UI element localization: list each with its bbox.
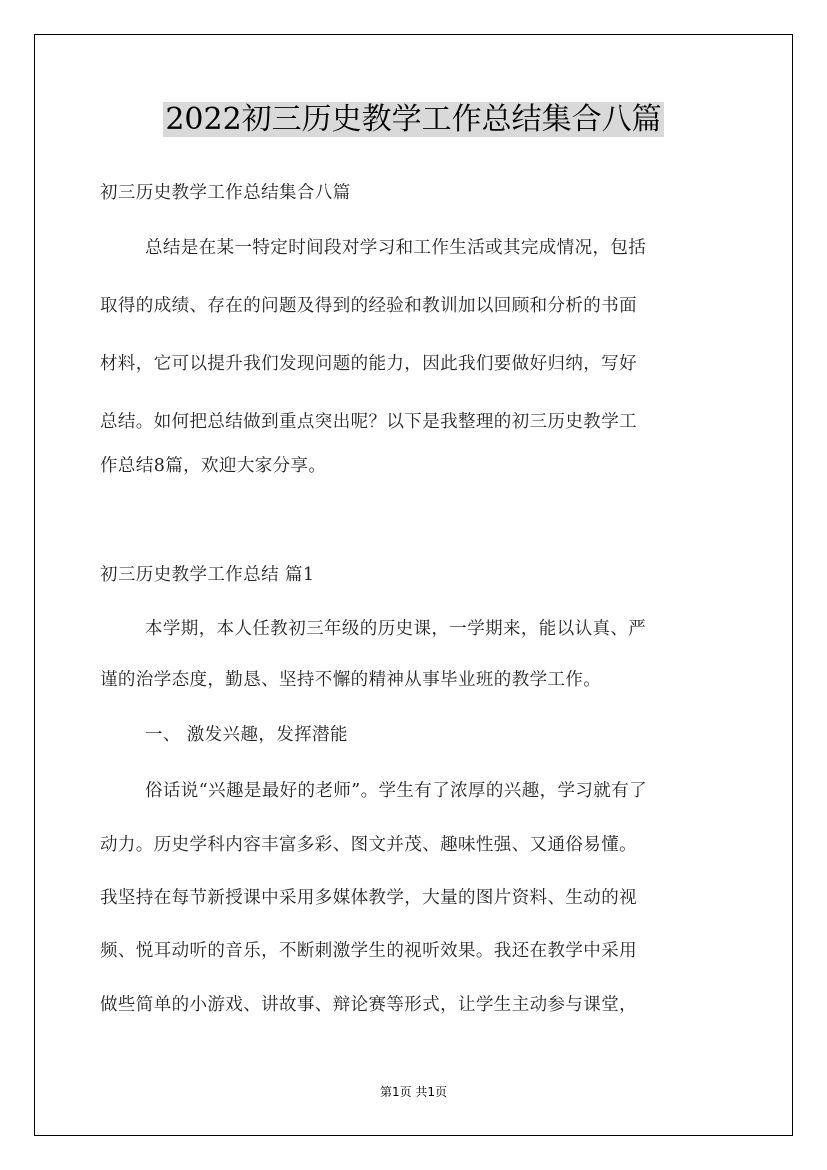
intro-line: 总结是在某一特定时间段对学习和工作生活或其完成情况，包括 <box>145 238 647 258</box>
paragraph-line: 俗话说“兴趣是最好的老师”。学生有了浓厚的兴趣，学习就有了 <box>145 781 647 801</box>
document-subtitle: 初三历史教学工作总结集合八篇 <box>100 183 351 203</box>
intro-line: 总结。如何把总结做到重点突出呢？以下是我整理的初三历史教学工 <box>100 412 637 432</box>
point-heading: 一、 激发兴趣，发挥潜能 <box>145 725 348 745</box>
intro-line: 材料，它可以提升我们发现问题的能力，因此我们要做好归纳，写好 <box>100 354 637 374</box>
intro-line: 作总结8篇，欢迎大家分享。 <box>100 456 327 476</box>
paragraph-line: 我坚持在每节新授课中采用多媒体教学，大量的图片资料、生动的视 <box>100 888 637 908</box>
paragraph-line: 做些简单的小游戏、讲故事、辩论赛等形式，让学生主动参与课堂， <box>100 995 637 1015</box>
document-title: 2022初三历史教学工作总结集合八篇 <box>165 102 662 137</box>
paragraph-line: 频、悦耳动听的音乐，不断刺激学生的视听效果。我还在教学中采用 <box>100 941 637 961</box>
paragraph-line: 谨的治学态度，勤恳、坚持不懈的精神从事毕业班的教学工作。 <box>100 670 602 690</box>
section-heading: 初三历史教学工作总结 篇1 <box>100 565 315 585</box>
paragraph-line: 本学期，本人任教初三年级的历史课，一学期来，能以认真、严 <box>145 619 647 639</box>
page-footer: 第1页 共1页 <box>379 1085 448 1099</box>
intro-line: 取得的成绩、存在的问题及得到的经验和教训加以回顾和分析的书面 <box>100 296 637 316</box>
paragraph-line: 动力。历史学科内容丰富多彩、图文并茂、趣味性强、又通俗易懂。 <box>100 835 637 855</box>
